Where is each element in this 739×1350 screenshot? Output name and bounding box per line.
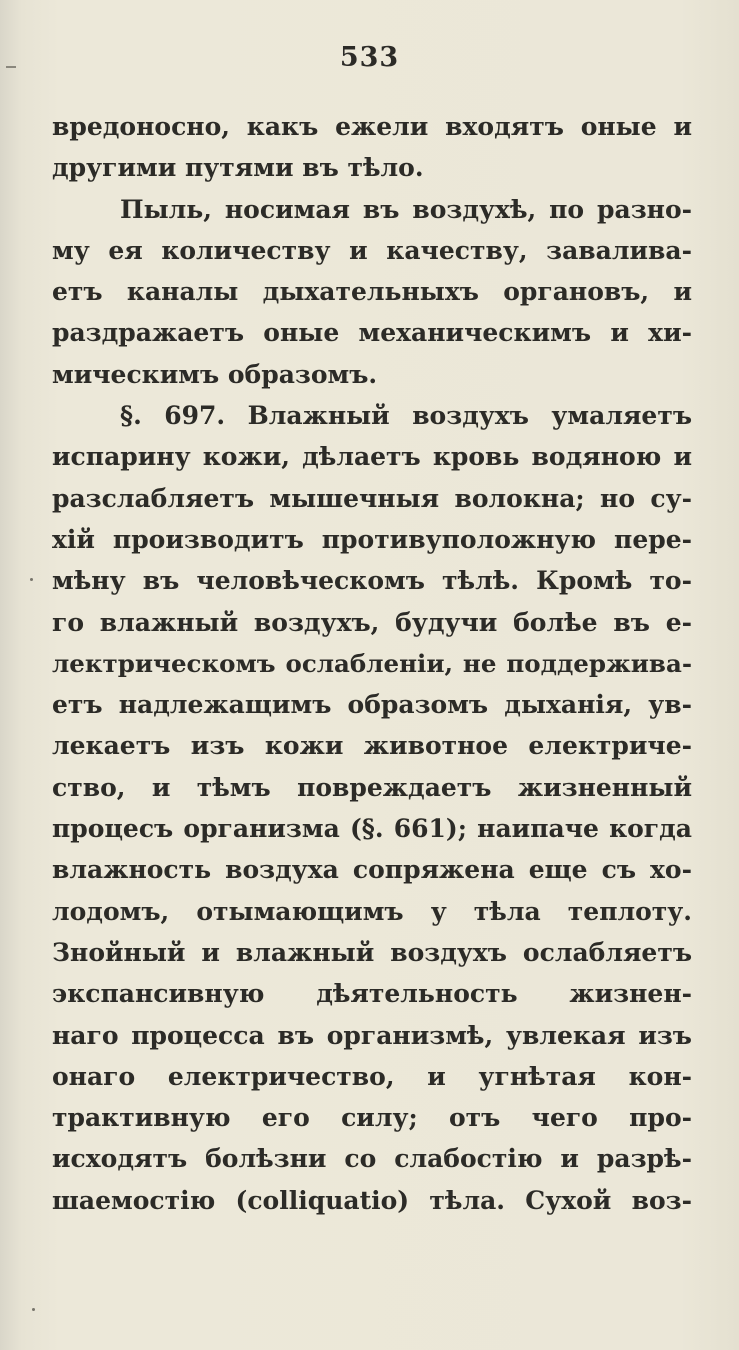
- ink-speck: [32, 1308, 35, 1311]
- ink-speck: [30, 578, 33, 581]
- text-line: го влажный воздухъ, будучи болѣе въ е-: [52, 607, 692, 637]
- text-line: етъ надлежащимъ образомъ дыханія, ув-: [52, 690, 692, 720]
- text-line: шаемостію (colliquatio) тѣла. Сухой воз-: [52, 1185, 692, 1215]
- text-line: влажность воздуха сопряжена еще съ хо-: [52, 855, 692, 885]
- text-line: исходятъ болѣзни со слабостію и разрѣ-: [52, 1144, 692, 1174]
- text-line: процесъ организма (§. 661); наипаче когда: [52, 814, 692, 844]
- text-line: етъ каналы дыхательныхъ органовъ, и: [52, 277, 692, 307]
- text-line: онаго електричество, и угнѣтая кон-: [52, 1061, 692, 1091]
- text-line: трактивную его силу; отъ чего про-: [52, 1103, 692, 1133]
- text-line: вредоносно, какъ ежели входятъ оные и: [52, 112, 692, 141]
- text-line: Пыль, носимая въ воздухѣ, по разно-: [120, 194, 692, 224]
- text-line: экспансивную дѣятельность жизнен-: [52, 979, 692, 1009]
- text-line: хій производитъ противуположную пере-: [52, 524, 692, 554]
- text-line: мѣну въ человѣческомъ тѣлѣ. Кромѣ то-: [52, 566, 692, 596]
- text-line: лекаетъ изъ кожи животное електриче-: [52, 731, 692, 761]
- text-line: другими путями въ тѣло.: [52, 153, 424, 183]
- text-line: испарину кожи, дѣлаетъ кровь водяною и: [52, 442, 692, 472]
- text-line: раздражаетъ оные механическимъ и хи-: [52, 318, 692, 348]
- text-line: §. 697. Влажный воздухъ умаляетъ: [120, 401, 692, 431]
- body-text: [52, 106, 692, 1221]
- page-number: 533: [339, 42, 400, 73]
- text-line: лектрическомъ ослабленіи, не поддержива-: [52, 648, 692, 678]
- text-line: Знойный и влажный воздухъ ослабляетъ: [52, 937, 692, 967]
- text-line: му ея количеству и качеству, завалива-: [52, 235, 692, 265]
- text-line: мическимъ образомъ.: [52, 359, 378, 389]
- text-line: ство, и тѣмъ повреждаетъ жизненный: [52, 772, 692, 802]
- text-line: разслабляетъ мышечныя волокна; но су-: [52, 483, 692, 513]
- text-line: лодомъ, отымающимъ у тѣла теплоту.: [52, 896, 692, 926]
- text-line: наго процесса въ организмѣ, увлекая изъ: [52, 1020, 692, 1050]
